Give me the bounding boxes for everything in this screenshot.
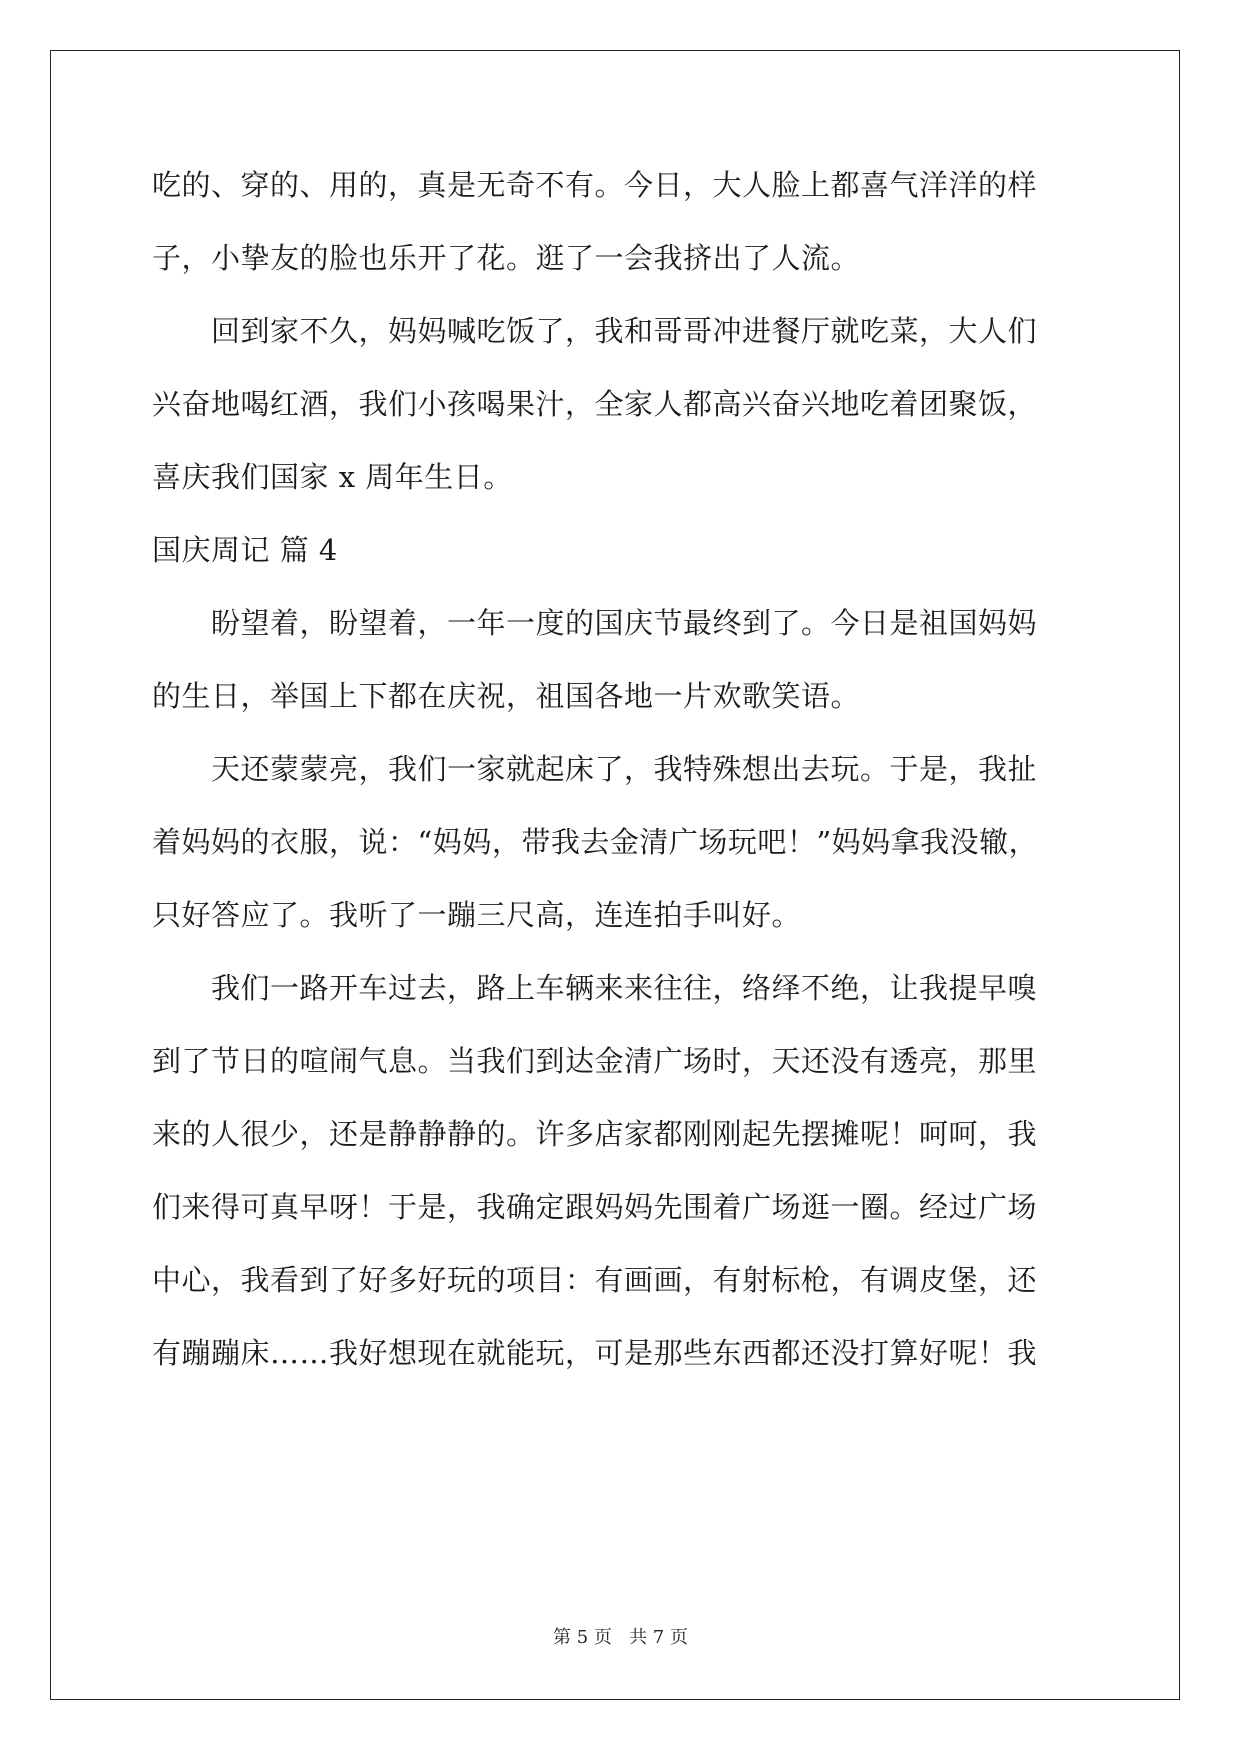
text-line: 喜庆我们国家 x 周年生日。 <box>152 460 513 494</box>
text-line: 只好答应了。我听了一蹦三尺高，连连拍手叫好。 <box>152 898 802 932</box>
text-line: 兴奋地喝红酒，我们小孩喝果汁，全家人都高兴奋兴地吃着团聚饭， <box>152 387 1038 421</box>
text-line: 我们一路开车过去，路上车辆来来往往，络绎不绝，让我提早嗅 <box>152 971 1038 1005</box>
text-line: 的生日，举国上下都在庆祝，祖国各地一片欢歌笑语。 <box>152 679 861 713</box>
text-line: 盼望着，盼望着，一年一度的国庆节最终到了。今日是祖国妈妈 <box>152 606 1038 640</box>
text-line: 子，小挚友的脸也乐开了花。逛了一会我挤出了人流。 <box>152 241 861 275</box>
text-line: 吃的、穿的、用的，真是无奇不有。今日，大人脸上都喜气洋洋的样 <box>152 168 1038 202</box>
section-heading: 国庆周记 篇 4 <box>152 533 338 567</box>
text-line: 到了节日的喧闹气息。当我们到达金清广场时，天还没有透亮，那里 <box>152 1044 1038 1078</box>
text-line: 着妈妈的衣服，说：“妈妈，带我去金清广场玩吧！”妈妈拿我没辙， <box>152 825 1039 859</box>
page-total: 共 7 页 <box>629 1627 688 1648</box>
page-number: 第 5 页 <box>553 1627 612 1648</box>
text-line: 来的人很少，还是静静静的。许多店家都刚刚起先摆摊呢！呵呵，我 <box>152 1117 1038 1151</box>
page-border <box>50 50 1180 1700</box>
text-line: 回到家不久，妈妈喊吃饭了，我和哥哥冲进餐厅就吃菜，大人们 <box>152 314 1038 348</box>
text-line: 天还蒙蒙亮，我们一家就起床了，我特殊想出去玩。于是，我扯 <box>152 752 1038 786</box>
text-line: 中心，我看到了好多好玩的项目：有画画，有射标枪，有调皮堡，还 <box>152 1263 1038 1297</box>
page-footer <box>0 1626 1241 1650</box>
text-line: 们来得可真早呀！于是，我确定跟妈妈先围着广场逛一圈。经过广场 <box>152 1190 1038 1224</box>
text-line: 有蹦蹦床……我好想现在就能玩，可是那些东西都还没打算好呢！我 <box>152 1336 1038 1370</box>
